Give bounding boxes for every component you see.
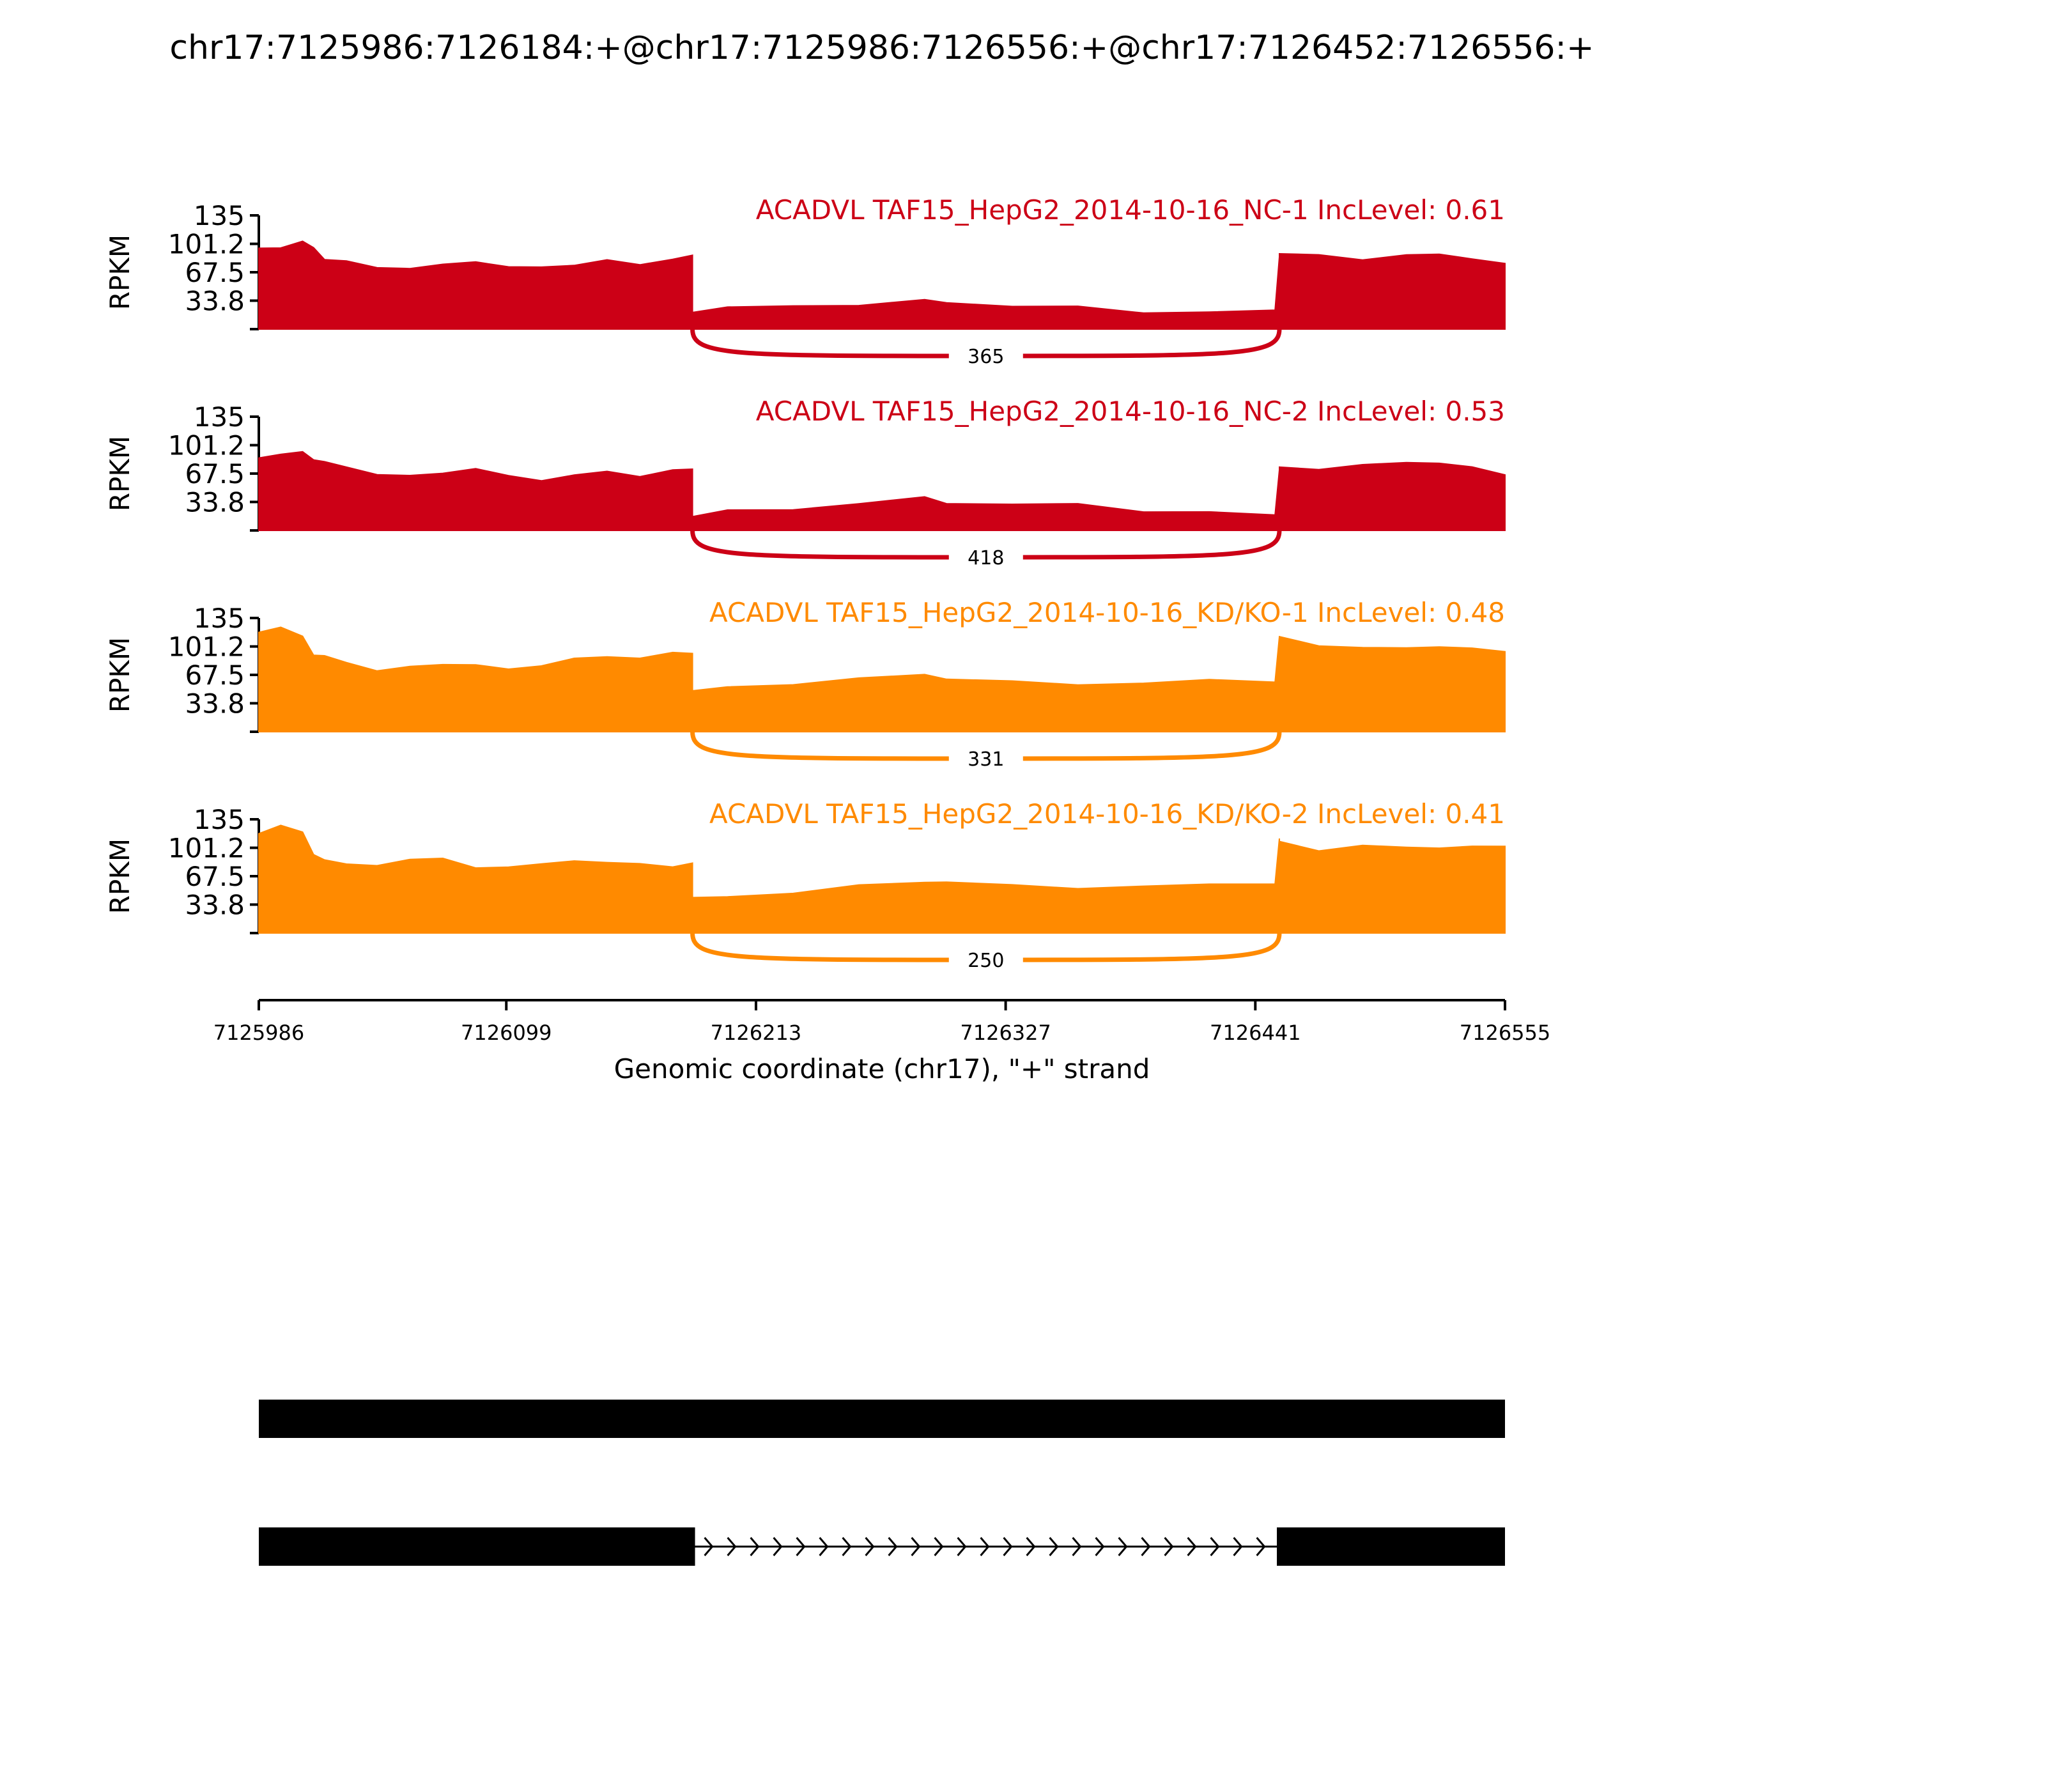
y-tick-label: 33.8: [185, 285, 245, 317]
y-tick-label: 33.8: [185, 486, 245, 518]
y-tick-label: 135: [193, 804, 245, 835]
y-axis-label: RPKM: [104, 435, 135, 512]
junction-read-count: 365: [968, 346, 1005, 368]
x-tick-label: 7126213: [710, 1021, 802, 1045]
isoform-skip-exon-1: [259, 1527, 695, 1566]
isoform-skip-exon-2: [1277, 1527, 1505, 1566]
y-tick-label: 135: [193, 603, 245, 634]
y-tick-label: 67.5: [185, 660, 245, 691]
x-axis-label: Genomic coordinate (chr17), "+" strand: [614, 1053, 1150, 1085]
y-tick-label: 101.2: [167, 631, 245, 663]
x-tick-label: 7126099: [461, 1021, 552, 1045]
y-tick-label: 101.2: [167, 429, 245, 461]
y-tick-label: 67.5: [185, 257, 245, 288]
figure-title: chr17:7125986:7126184:+@chr17:7125986:7126556:+@chr17:7126452:7126556:+: [169, 29, 1594, 67]
x-tick-label: 7126441: [1210, 1021, 1301, 1045]
sample-label: ACADVL TAF15_HepG2_2014-10-16_NC-2 IncLevel: 0.53: [755, 396, 1505, 427]
y-tick-label: 67.5: [185, 861, 245, 892]
sample-label: ACADVL TAF15_HepG2_2014-10-16_KD/KO-1 IncLevel: 0.48: [709, 597, 1505, 628]
y-tick-label: 135: [193, 401, 245, 433]
sample-label: ACADVL TAF15_HepG2_2014-10-16_KD/KO-2 IncLevel: 0.41: [709, 798, 1505, 830]
isoform-inclusion: [259, 1400, 1505, 1438]
y-tick-label: 33.8: [185, 889, 245, 921]
y-axis-label: RPKM: [104, 637, 135, 713]
junction-read-count: 250: [968, 950, 1005, 972]
y-tick-label: 101.2: [167, 228, 245, 260]
x-tick-label: 7126327: [960, 1021, 1051, 1045]
y-axis-label: RPKM: [104, 234, 135, 311]
junction-read-count: 331: [968, 748, 1005, 771]
junction-read-count: 418: [968, 547, 1005, 569]
y-tick-label: 33.8: [185, 688, 245, 720]
sample-label: ACADVL TAF15_HepG2_2014-10-16_NC-1 IncLevel: 0.61: [755, 194, 1505, 226]
y-tick-label: 101.2: [167, 832, 245, 864]
y-axis-label: RPKM: [104, 838, 135, 915]
y-tick-label: 135: [193, 200, 245, 231]
x-tick-label: 7126555: [1459, 1021, 1551, 1045]
y-tick-label: 67.5: [185, 458, 245, 490]
x-tick-label: 7125986: [213, 1021, 305, 1045]
